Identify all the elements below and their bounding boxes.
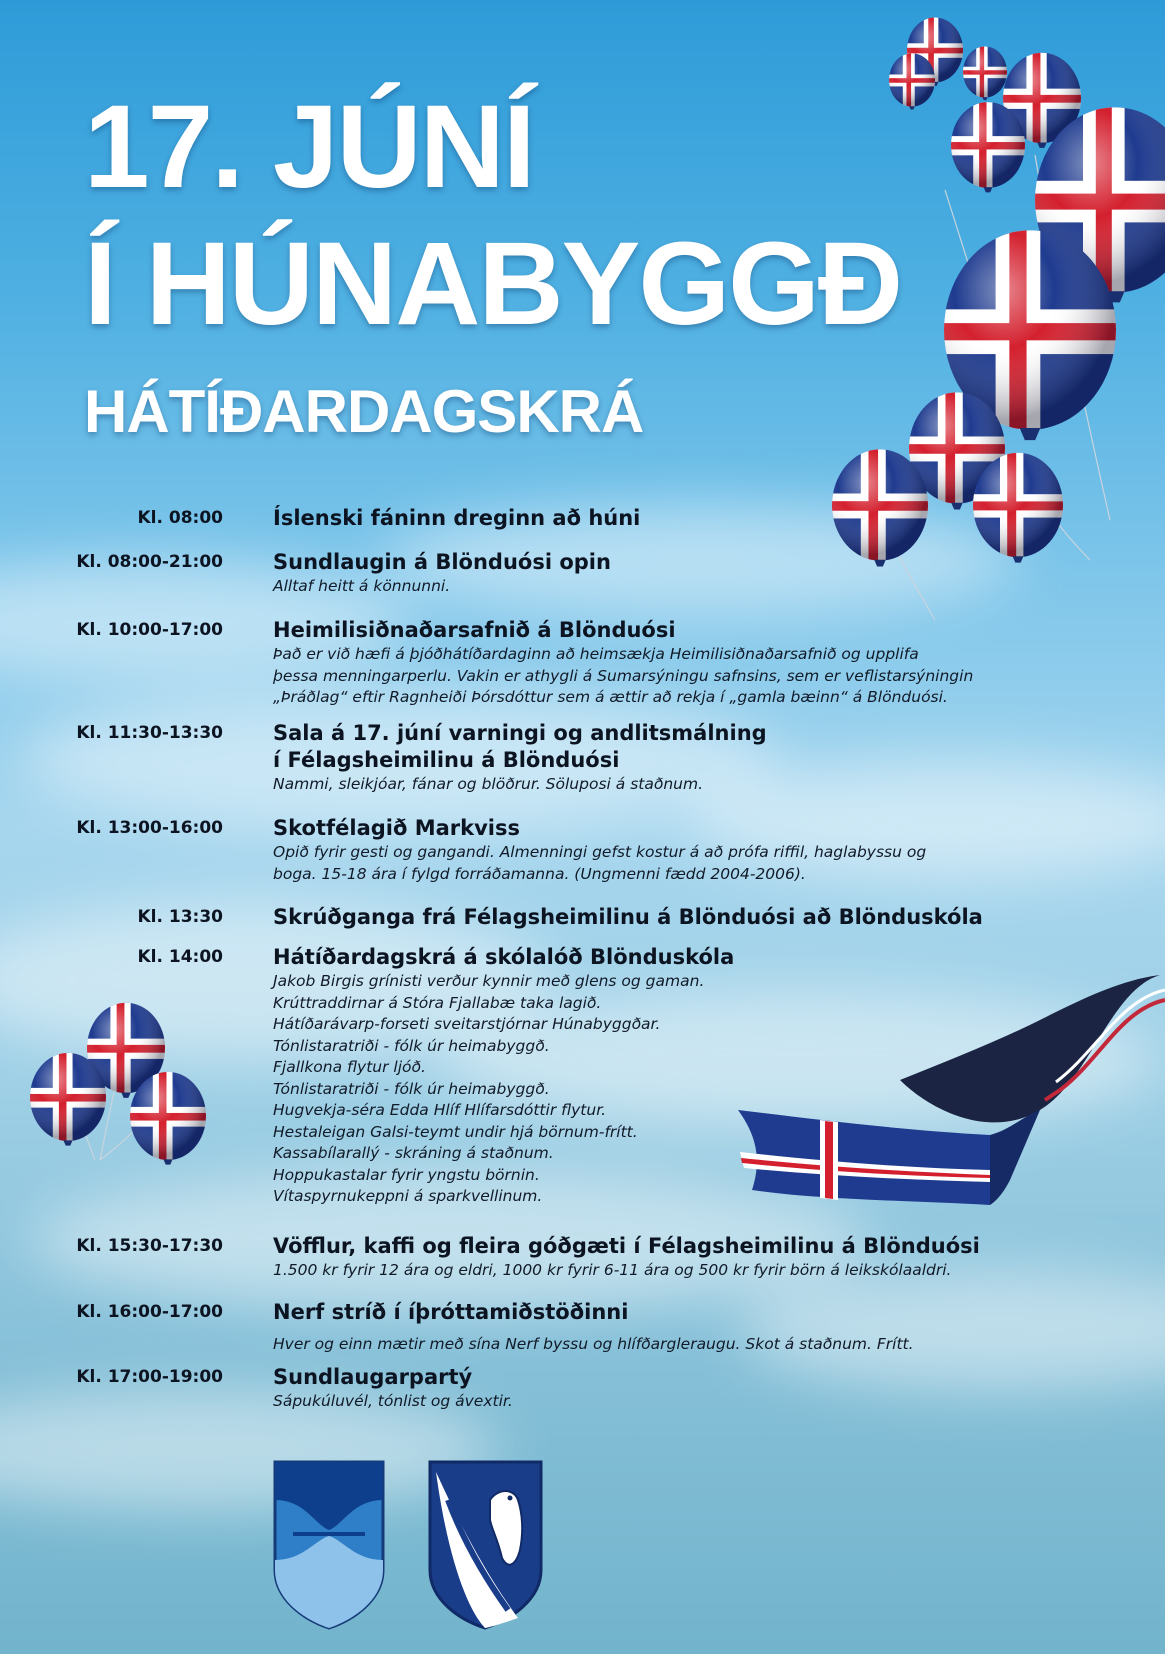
schedule-description: 1.500 kr fyrir 12 ára og eldri, 1000 kr fyrir 6-11 ára og 500 kr fyrir börn á leikskólaaldri. (273, 1261, 952, 1279)
schedule-time: Kl. 11:30-13:30 (76, 723, 223, 743)
municipal-crest-right-icon (428, 1460, 543, 1630)
schedule-body (273, 720, 1133, 796)
schedule-time: Kl. 13:00-16:00 (76, 818, 223, 838)
schedule-heading: Sundlaugarpartý (273, 1365, 473, 1389)
schedule-description: „Þráðlag“ eftir Ragnheiði Þórsdóttur sem á ættir að rekja í „gamla bæinn“ á Blönduósi. (273, 688, 948, 706)
schedule-heading: Skotfélagið Markviss (273, 816, 520, 840)
schedule-body (273, 944, 1133, 1208)
schedule-description: Hátíðarávarp-forseti sveitarstjórnar Húnabyggðar. (273, 1015, 661, 1033)
schedule-description: Tónlistaratriði - fólk úr heimabyggð. (273, 1036, 550, 1055)
title-location: Í HÚNABYGGÐ (84, 218, 902, 350)
schedule-body (273, 549, 1133, 598)
balloon-cluster-left (22, 993, 213, 1169)
schedule-description: Fjallkona flytur ljóð. (273, 1058, 426, 1076)
schedule-description: boga. 15-18 ára í fylgd forráðamanna. (Ungmenni fædd 2004-2006). (273, 864, 806, 883)
schedule-time: Kl. 16:00-17:00 (76, 1302, 223, 1322)
schedule-heading: Skrúðganga frá Félagsheimilinu á Blönduósi að Blönduskóla (273, 905, 983, 929)
schedule-heading: Sundlaugin á Blönduósi opin (273, 550, 611, 574)
schedule-description: Hver og einn mætir með sína Nerf byssu og hlífðargleraugu. Skot á staðnum. Frítt. (273, 1335, 914, 1353)
title-program: HÁTÍÐARDAGSKRÁ (84, 378, 644, 445)
schedule-time: Kl. 08:00 (137, 508, 223, 528)
schedule-body (273, 617, 1133, 709)
schedule-description: Opið fyrir gesti og gangandi. Almenningi gefst kostur á að prófa riffil, haglabyssu og (273, 843, 927, 861)
schedule-time: Kl. 13:30 (137, 907, 223, 927)
schedule-description: Tónlistaratriði - fólk úr heimabyggð. (273, 1079, 550, 1098)
schedule-time: Kl. 14:00 (137, 947, 223, 967)
schedule-heading: Sala á 17. júní varningi og andlitsmálning (273, 721, 767, 745)
schedule-description: þessa menningarperlu. Vakin er athygli á Sumarsýningu safnsins, sem er veflistarsýningin (273, 666, 974, 685)
schedule-description: Alltaf heitt á könnunni. (273, 577, 451, 595)
schedule-body (273, 1364, 1133, 1413)
schedule-description: Sápukúluvél, tónlist og ávextir. (273, 1392, 513, 1410)
schedule-heading: Íslenski fáninn dreginn að húni (273, 506, 641, 530)
schedule-time: Kl. 08:00-21:00 (76, 552, 223, 572)
schedule-description: Jakob Birgis grínisti verður kynnir með glens og gaman. (273, 972, 705, 990)
schedule-description: Hoppukastalar fyrir yngstu börnin. (273, 1165, 540, 1184)
municipal-crest-left-icon (273, 1460, 385, 1630)
schedule-time: Kl. 17:00-19:00 (76, 1367, 223, 1387)
schedule-heading: í Félagsheimilinu á Blönduósi (273, 748, 620, 772)
schedule-body (273, 1299, 1133, 1356)
schedule-body (273, 505, 1133, 532)
schedule-description: Hestaleigan Galsi-teymt undir hjá börnum-frítt. (273, 1122, 638, 1141)
schedule-description: Það er við hæfi á þjóðhátíðardaginn að heimsækja Heimilisiðnaðarsafnið og upplifa (273, 645, 919, 663)
schedule-time: Kl. 15:30-17:30 (76, 1236, 223, 1256)
schedule-heading: Hátíðardagskrá á skólalóð Blönduskóla (273, 945, 735, 969)
schedule-description: Nammi, sleikjóar, fánar og blöðrur. Söluposi á staðnum. (273, 775, 703, 793)
schedule-heading: Heimilisiðnaðarsafnið á Blönduósi (273, 618, 676, 642)
schedule-heading: Nerf stríð í íþróttamiðstöðinni (273, 1300, 629, 1324)
schedule-body (273, 1233, 1133, 1282)
schedule-time: Kl. 10:00-17:00 (76, 620, 223, 640)
schedule-body (273, 815, 1133, 885)
schedule-description: Hugvekja-séra Edda Hlíf Hlífarsdóttir flytur. (273, 1101, 607, 1119)
schedule-heading: Vöfflur, kaffi og fleira góðgæti í Félagsheimilinu á Blönduósi (273, 1234, 980, 1258)
schedule-description: Kassabílarallý - skráning á staðnum. (273, 1144, 554, 1162)
title-date: 17. JÚNÍ (84, 81, 534, 213)
schedule-body (273, 904, 1133, 931)
schedule-description: Krúttraddirnar á Stóra Fjallabæ taka lagið. (273, 993, 602, 1012)
schedule-description: Vítaspyrnukeppni á sparkvellinum. (273, 1187, 543, 1205)
